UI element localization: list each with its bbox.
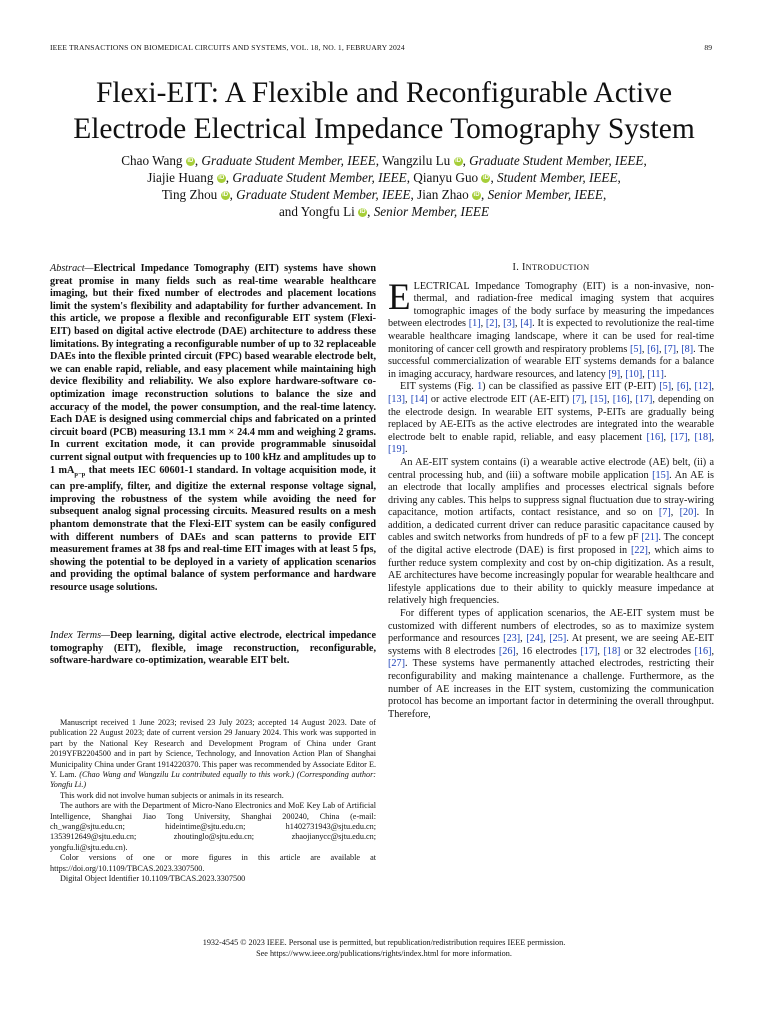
citation-link[interactable]: [17] [670, 431, 688, 443]
author-role: Student Member, IEEE [497, 170, 618, 185]
section-title-rest: NTRODUCTION [525, 263, 590, 272]
citation-link[interactable]: [4] [520, 318, 533, 330]
footnotes [50, 718, 376, 885]
author-name: Chao Wang [121, 153, 183, 168]
author-line: Jiajie Huang iD , Graduate Student Member, IEEE, Qianyu Guo iD , Student Member, IEEE, [147, 170, 621, 185]
orcid-icon[interactable]: iD [482, 175, 489, 181]
citation-link[interactable]: [17] [580, 645, 598, 657]
author-role: Graduate Student Member, IEEE [232, 170, 407, 185]
citation-link[interactable]: [23] [503, 633, 521, 645]
author-name: Qianyu Guo [413, 170, 479, 185]
citation-link[interactable]: [16] [612, 393, 630, 405]
citation-link[interactable]: [6] [676, 381, 689, 393]
author-role: Graduate Student Member, IEEE [469, 153, 644, 168]
citation-link[interactable]: [8] [681, 343, 694, 355]
citation-link[interactable]: [13] [388, 393, 405, 405]
orcid-icon[interactable]: iD [187, 158, 194, 164]
abstract-text: Electrical Impedance Tomography (EIT) systems have shown great promise in many fields such as real-time wearable healthcare imaging, but their fixed number of electrodes and placement locations limit the system's flexibility and adaptability for further advancement. In this article, we propose a flexible and reconfigurable EIT system (Flexi-EIT) based on digital active electrode (DAE) architecture to address these limitations. By integrating a reconfigurable number of up to 32 replaceable DAEs into the flexible printed circuit (FPC) based wearable electrode belt, we can enable rapid, reliable, and easy placement while maintaining high device flexibility and reliability. We also explore hardware-software co-optimization image reconstruction solutions to balance the size and accuracy of the model, the power consumption, and the real-time latency. Each DAE is designed using commercial chips and fabricated on a printed circuit board (PCB) measuring 13.1 mm × 24.4 mm and weighing 2 grams. In current excitation mode, it can provide programmable sinusoidal current signal output with frequencies up to 100 kHz and amplitudes up to 1 mA [50, 263, 376, 476]
citation-link[interactable]: [26] [498, 645, 516, 657]
abstract-label: Abstract— [50, 263, 94, 274]
footnote: Color versions of one or more figures in this article are available at https://doi.org/10.1109/TBCAS.2023.3307500. [50, 853, 376, 873]
page-number: 89 [704, 43, 712, 52]
citation-link[interactable]: [7] [658, 507, 671, 519]
intro-paragraph-4: For different types of application scenarios, the AE-EIT system must be customized with different numbers of electrodes, so as to maximize system performance and resources [23], [24], [25]. At present, we are seeing AE-EIT systems with 8 electrodes [26], 16 electrodes [17], [18] or 32 electrodes [16], [27]. These systems have permanently attached electrodes, restricting their reconfigurability and making maintenance a challenge. Furthermore, as the number of AE increases in the EIT system, customizing the communication protocol has become an important factor in determining the overall throughput. Therefore, [388, 608, 715, 720]
author-name: Ting Zhou [161, 187, 218, 202]
index-terms [50, 630, 376, 668]
citation-link[interactable]: [5] [629, 343, 642, 355]
citation-link[interactable]: [2] [485, 318, 498, 330]
citation-link[interactable]: [1] [468, 318, 481, 330]
drop-cap: E [388, 276, 411, 318]
author-name: Jiajie Huang [147, 170, 214, 185]
author-line: and Yongfu Li iD , Senior Member, IEEE [278, 204, 490, 219]
orcid-icon[interactable]: iD [218, 175, 225, 181]
section-heading [388, 262, 714, 275]
intro-paragraph-1: ELECTRICAL Impedance Tomography (EIT) is a non-invasive, non-thermal, and radiation-free medical imaging system that acquires tomographic images of the body surface by measuring the impedances between electrodes [1], [2], [3], [4]. It is expected to revolutionize the real-time wearable healthcare imaging landscape, where it can be used for real-time monitoring of cancer cell growth and respiratory problems [5], [6], [7], [8]. The successful commercialization of wearable EIT systems demands for a balance in imaging accuracy, hardware resources, and latency [9], [10], [11]. [388, 276, 715, 380]
citation-link[interactable]: [27] [388, 658, 405, 670]
citation-link[interactable]: [19] [388, 444, 405, 456]
orcid-icon[interactable]: iD [455, 158, 462, 164]
citation-link[interactable]: [5] [659, 381, 672, 393]
citation-link[interactable]: [16] [646, 431, 664, 443]
copyright-line: 1932-4545 © 2023 IEEE. Personal use is permitted, but republication/redistribution requires IEEE permission. [202, 938, 566, 947]
copyright-footer [40, 938, 728, 959]
orcid-icon[interactable]: iD [473, 192, 480, 198]
rights-url-line: See https://www.ieee.org/publications/rights/index.html for more information. [256, 948, 512, 958]
author-list [40, 152, 728, 220]
footnote-italic: (Chao Wang and Wangzilu Lu contributed equally to this work.) (Corresponding author: Yongfu Li.) [50, 770, 377, 790]
author-name: Wangzilu Lu [382, 153, 451, 168]
abstract-subscript: p−p [74, 470, 86, 478]
author-name: Jian Zhao [417, 187, 469, 202]
abstract [50, 263, 376, 594]
section-first-letter: I [521, 262, 526, 273]
title-line-2: Electrode Electrical Impedance Tomography System [73, 113, 695, 145]
citation-link[interactable]: [17] [635, 393, 653, 405]
footnote: The authors are with the Department of Micro-Nano Electronics and MoE Key Lab of Artificial Intelligence, Shanghai Jiao Tong University, Shanghai 200240, China (e-mail: ch_wang@sjtu.edu.cn; hideintime@sjtu.edu.cn; h1402731943@sjtu.edu.cn; 1353912649@sjtu.edu.cn; zhoutinglo@sjtu.edu.cn; zhaojianycc@sjtu.edu.cn; yongfu.li@sjtu.edu.cn). [50, 801, 376, 852]
author-role: Graduate Student Member, IEEE [201, 153, 376, 168]
author-role: Graduate Student Member, IEEE [236, 187, 411, 202]
author-name: and Yongfu Li [278, 204, 355, 219]
citation-link[interactable]: [16] [694, 645, 712, 657]
running-header: IEEE TRANSACTIONS ON BIOMEDICAL CIRCUITS AND SYSTEMS, VOL. 18, NO. 1, FEBRUARY 2024 [50, 43, 405, 52]
citation-link[interactable]: [18] [694, 431, 712, 443]
orcid-icon[interactable]: iD [222, 192, 229, 198]
citation-link[interactable]: [24] [526, 633, 544, 645]
abstract-text-2: that meets IEC 60601-1 standard. In voltage acquisition mode, it can pre-amplify, filter, and digitize the external response voltage signal, improving the robustness of the system while avoiding the need for subsequent analog signal processing circuits. Measured results on a mesh phantom demonstrate that the Flexi-EIT system can be easily configured with different numbers of DAEs and scan patterns to provide EIT measurement frames at 38 fps and real-time EIT images with at least 5 fps, showing the potential to be deployed in a variety of application scenarios and providing the optimal balance of system performance and hardware resource usage solutions. [50, 464, 376, 593]
citation-link[interactable]: [25] [549, 633, 567, 645]
title-line-1: Flexi-EIT: A Flexible and Reconfigurable Active [95, 77, 673, 109]
citation-link[interactable]: [14] [410, 393, 428, 405]
footnote: Manuscript received 1 June 2023; revised 23 July 2023; accepted 14 August 2023. Date of publication 22 August 2023; date of current version 29 January 2024. This work was supported in part by the National Key Research and Development Program of China under Grant 2019YFB2204500 and in part by Science, Technology, and Innovation Action Plan of Shanghai Municipality China under Grant 1914220370. This paper was recommended by Associate Editor E. Y. Lam. (Chao Wang and Wangzilu Lu contributed equally to this work.) (Corresponding author: Yongfu Li.) [50, 718, 377, 790]
footnote: This work did not involve human subjects or animals in its research. [60, 790, 284, 800]
author-role: Senior Member, IEEE [373, 204, 490, 219]
citation-link[interactable]: [7] [572, 393, 585, 405]
citation-link[interactable]: [15] [652, 469, 670, 481]
citation-link[interactable]: [18] [603, 645, 621, 657]
author-line: Ting Zhou iD , Graduate Student Member, IEEE, Jian Zhao iD , Senior Member, IEEE, [161, 187, 607, 202]
citation-link[interactable]: [7] [664, 343, 677, 355]
citation-link[interactable]: [6] [647, 343, 659, 355]
author-line: Chao Wang iD , Graduate Student Member, IEEE, Wangzilu Lu iD , Graduate Student Member, IEEE, [121, 153, 647, 168]
author-role: Senior Member, IEEE [487, 187, 603, 202]
citation-link[interactable]: [12] [694, 381, 712, 393]
citation-link[interactable]: [10] [625, 368, 643, 380]
citation-link[interactable]: [21] [641, 532, 659, 544]
citation-link[interactable]: [11] [647, 368, 664, 380]
citation-link[interactable]: [22] [630, 545, 648, 557]
citation-link[interactable]: [9] [608, 368, 621, 380]
intro-paragraph-2: EIT systems (Fig. 1) can be classified as passive EIT (P-EIT) [5], [6], [12], [13], [14] or active electrode EIT (AE-EIT) [7], [15], [16], [17], depending on the electrode design. In wearable EIT systems, P-EITs are gradually being replaced by AE-EITs as the active electrodes are integrated into the wearable electrode belt to enable rapid, reliable, and easy placement [16], [17], [18], [19]. [388, 381, 715, 456]
index-terms-label: Index Terms— [50, 630, 111, 641]
citation-link[interactable]: 1 [477, 381, 483, 393]
section-number: I. [512, 262, 520, 273]
index-terms-text: Deep learning, digital active electrode, electrical impedance tomography (EIT), flexible, image reconstruction, reconfigurable, software-hardware co-optimization, wearable EIT belt. [50, 630, 376, 667]
citation-link[interactable]: [20] [679, 507, 697, 519]
paper-title [40, 75, 728, 147]
intro-paragraph-3: An AE-EIT system contains (i) a wearable active electrode (AE) belt, (ii) a central processing hub, and (iii) a software mobile application [15]. An AE is an electrode that locally amplifies and processes electrical signals before driving any cables. This helps to suppress signal fluctuation due to stray-wiring capacitance, motion artifacts, contact resistance, and so on [7], [20]. In addition, a dedicated current driver can reduce parasitic capacitance caused by cables and switch networks from hundreds of pF to a few pF [21]. The concept of the digital active electrode (DAE) is first proposed in [22], which aims to further reduce system complexity and cost by on-chip digitization. As a result, AE architectures have become increasingly popular for wearable healthcare and lifestyle applications due to their ability to quickly measure impedance at relatively high frequencies. [388, 456, 715, 607]
citation-link[interactable]: [15] [589, 393, 607, 405]
citation-link[interactable]: [3] [503, 318, 515, 330]
footnote: Digital Object Identifier 10.1109/TBCAS.2023.3307500 [60, 874, 246, 884]
orcid-icon[interactable]: iD [359, 209, 366, 215]
introduction [388, 262, 714, 721]
